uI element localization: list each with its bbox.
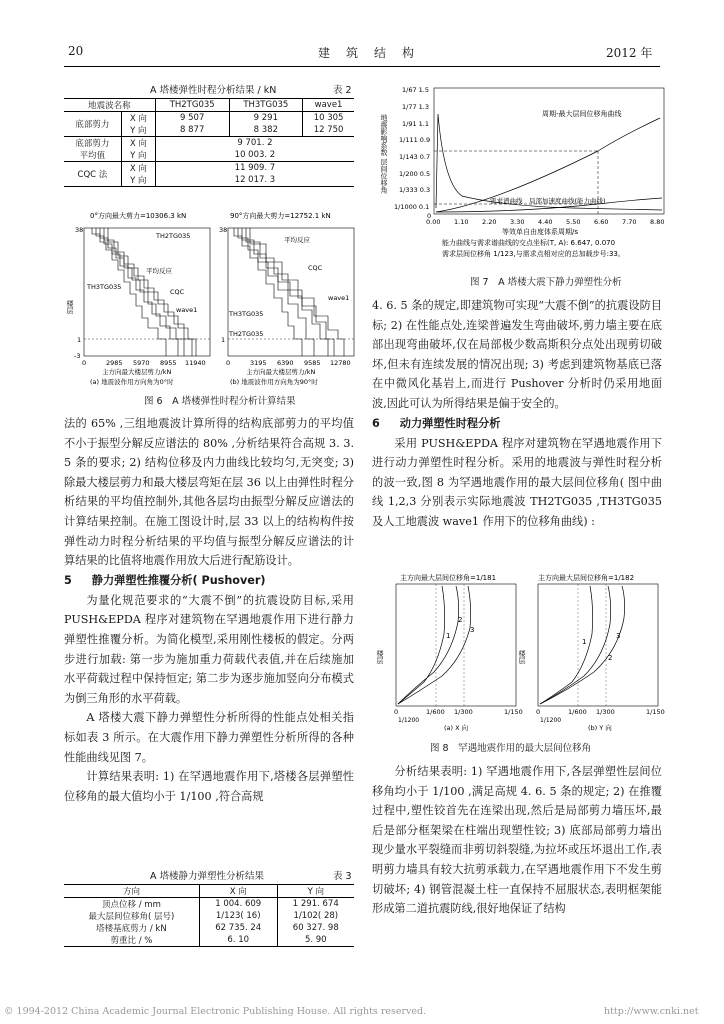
year: 2012 年	[606, 46, 653, 60]
fig6-left-xlabel: 主方向最大楼层剪力/kN	[102, 368, 172, 376]
section-6-heading: 6 动力弹塑性时程分析	[372, 416, 501, 430]
fig6-ytick: 1	[77, 336, 82, 344]
svg-text:3: 3	[470, 626, 475, 634]
svg-text:0: 0	[394, 708, 399, 716]
fig6-chart	[62, 206, 358, 386]
fig6-right-xticks	[226, 359, 351, 367]
fig8-left-curves	[398, 586, 471, 704]
svg-text:2: 2	[608, 654, 613, 662]
fig6-ytick: 38	[75, 226, 84, 234]
svg-text:8955: 8955	[160, 359, 177, 367]
fig6-ytick: 1	[221, 336, 226, 344]
svg-text:1.10: 1.10	[454, 218, 469, 226]
table-row: Y 向 8 877 8 382 12 750	[64, 124, 354, 137]
fig6-left-title: 0°方向最大剪力=10306.3 kN	[90, 212, 187, 220]
table-row: 剪重比 / % 6. 10 5. 90	[64, 934, 354, 947]
paragraph: A 塔楼大震下静力弹塑性分析所得的性能点处相关指标如表 3 所示。在大震作用下静力弹塑性分析所得的各种性能曲线见图 7。	[64, 711, 354, 764]
svg-text:4.40: 4.40	[538, 218, 553, 226]
fig8-left-xticks	[394, 708, 523, 716]
svg-text:6.60: 6.60	[594, 218, 609, 226]
svg-text:3.30: 3.30	[510, 218, 525, 226]
fig7-demand-curve	[436, 114, 662, 210]
fig6-ylabel: 楼层	[66, 300, 74, 314]
svg-text:CQC: CQC	[170, 288, 185, 296]
svg-text:3195: 3195	[250, 359, 267, 367]
fig6-left-sub: (a) 地震波作用方向角为0°时	[90, 378, 174, 386]
table-row: 底部剪力 X 向 9 701. 2	[64, 137, 354, 150]
svg-text:7.70: 7.70	[622, 218, 637, 226]
svg-text:1/150: 1/150	[646, 708, 665, 716]
fig8-left-title: 主方向最大层间位移角=1/181	[400, 574, 497, 582]
fig8-right-xticks	[536, 708, 665, 716]
page-number: 20	[68, 44, 84, 58]
svg-text:3: 3	[616, 632, 621, 640]
fig6-right-title: 90°方向最大剪力=12752.1 kN	[230, 212, 331, 220]
svg-text:1/300: 1/300	[454, 708, 473, 716]
table2-head: wave1	[303, 99, 354, 112]
paragraph: 法的 65% ,三组地震波计算所得的结构底部剪力的平均值不小于振型分解反应谱法的 80% ,分析结果符合高规 3. 3. 5 条的要求; 2) 结构位移及内力曲线比较均匀,无突变; 3) 除最大楼层剪力和最大楼层弯矩在层 36 以上由弹性时程分析结果的平均值控制外,其他各层均由振型分解反应谱法的计算结果控制。在施工图设计时,层 33 以上的结构构件按弹性动力时程分析结果的平均值与振型分解反应谱法的计算结果的比值将地震作用放大后进行配筋设计。	[64, 417, 354, 568]
table2	[64, 98, 354, 187]
fig6-caption: 图 6 A 塔楼弹性时程分析计算结果	[144, 396, 296, 407]
svg-text:1/300: 1/300	[596, 708, 615, 716]
fig7-curve1: 周期-最大层间位移角曲线	[542, 110, 622, 118]
svg-text:2985: 2985	[106, 359, 123, 367]
fig7-curve2: 需求谱曲线 局部加速度曲线(能力曲线)	[490, 197, 606, 205]
table2-title: A 塔楼弹性时程分析结果 / kN	[150, 85, 277, 96]
fig6-ytick: -3	[74, 352, 81, 360]
table-row: 平均值 Y 向 10 003. 2	[64, 149, 354, 162]
table3	[64, 884, 354, 947]
svg-text:wave1: wave1	[328, 294, 350, 302]
cnki-link[interactable]: http://www.cnki.net	[604, 1006, 699, 1017]
table3-head: Y 向	[277, 885, 354, 898]
fig6-right-sub: (b) 地震波作用方向角为90°时	[230, 378, 318, 386]
fig8-right-title: 主方向最大层间位移角=1/182	[538, 574, 635, 582]
fig7-note2: 需求层间位移角 1/123,与需求点相对应的总加载步号:33。	[442, 250, 625, 258]
table3-head: 方向	[64, 885, 199, 898]
table-row: CQC 法 X 向 11 909. 7	[64, 162, 354, 175]
svg-text:2.20: 2.20	[482, 218, 497, 226]
table2-label: 表 2	[333, 85, 352, 96]
fig8-chart	[372, 572, 672, 732]
svg-text:TH3TG035: TH3TG035	[229, 310, 264, 318]
table3-title: A 塔楼静力弹塑性分析结果	[150, 871, 265, 882]
table2-head: TH2TG035	[155, 99, 229, 112]
fig7-chart	[372, 84, 672, 270]
svg-text:0.00: 0.00	[426, 218, 441, 226]
svg-text:11940: 11940	[185, 359, 206, 367]
svg-text:0: 0	[427, 212, 432, 220]
svg-text:5970: 5970	[133, 359, 150, 367]
fig8-right-frame	[538, 584, 658, 706]
svg-text:9585: 9585	[304, 359, 321, 367]
section-5-heading: 5 静力弹塑性推覆分析( Pushover)	[64, 573, 266, 587]
table3-head: X 向	[199, 885, 277, 898]
paragraph: 4. 6. 5 条的规定,即建筑物可实现“大震不倒”的抗震设防目标; 2) 在性能点处,连梁普遍发生弯曲破坏,剪力墙主要在底部出现弯曲破坏,仅在局部极少数高斯积分点处出现剪切破坏,但未有连续发展的情况出现; 3) 考虑到建筑物基底已落在中微风化基岩上,而进行 Pushover 分析时仍采用地面波,因此可认为所得结果是偏于安全的。	[372, 299, 662, 410]
fig6-ytick: 38	[219, 226, 228, 234]
svg-text:1/200 0.5: 1/200 0.5	[399, 170, 431, 178]
fig8-left-frame	[396, 584, 516, 706]
svg-text:1/600: 1/600	[568, 708, 587, 716]
svg-text:1/1000 0.1: 1/1000 0.1	[394, 203, 430, 211]
svg-text:平均反应: 平均反应	[146, 267, 172, 275]
fig8-caption: 图 8 罕遇地震作用的最大层间位移角	[430, 743, 592, 754]
fig7-xlabel: 等效单自由度体系周期/s	[502, 228, 579, 236]
svg-text:1: 1	[446, 632, 451, 640]
svg-text:0: 0	[82, 359, 87, 367]
fig8-right-curve-labels	[582, 632, 620, 662]
table-row: 塔楼基底剪力 / kN 62 735. 24 60 327. 98	[64, 922, 354, 934]
svg-text:wave1: wave1	[176, 306, 198, 314]
svg-text:5.50: 5.50	[566, 218, 581, 226]
fig8-ylabel: 楼层	[376, 650, 384, 664]
svg-text:TH2TG035: TH2TG035	[156, 232, 191, 240]
svg-text:1/77 1.3: 1/77 1.3	[402, 103, 429, 111]
right-column-text	[372, 296, 662, 532]
svg-text:8.80: 8.80	[650, 218, 665, 226]
table-row: 顶点位移 / mm 1 004. 609 1 291. 674	[64, 898, 354, 911]
fig6-right-xlabel: 主方向最大楼层剪力/kN	[246, 368, 316, 376]
svg-text:2: 2	[458, 616, 463, 624]
svg-text:TH3TG035: TH3TG035	[87, 283, 122, 291]
fig6-left-xticks	[82, 359, 206, 367]
right-column-text-2	[372, 762, 662, 919]
fig7-yticks	[394, 86, 431, 220]
table-row: 底部剪力 X 向 9 507 9 291 10 305	[64, 112, 354, 125]
fig8-right-xsub: 1/1200	[540, 717, 562, 724]
table-row: 最大层间位移角( 层号) 1/123( 16) 1/102( 28)	[64, 910, 354, 922]
svg-text:1/600: 1/600	[426, 708, 445, 716]
paragraph: 为量化规范要求的“大震不倒”的抗震设防目标,采用 PUSH&EPDA 程序对建筑物在罕遇地震作用下进行静力弹塑性推覆分析。为简化模型,采用刚性楼板的假定。分两步进行加载: 第一步为施加重力荷载代表值,并在后续施加水平荷载过程中保持恒定; 第二步为逐步施加竖向分布模式为倒三角形的水平荷载。	[64, 593, 354, 705]
fig7-ylabel: 地震影响系数 层间位移角	[380, 114, 388, 194]
fig6-right-labels	[228, 235, 349, 338]
svg-text:1/67 1.5: 1/67 1.5	[402, 86, 429, 94]
left-column-text	[64, 414, 354, 806]
paragraph: 分析结果表明: 1) 罕遇地震作用下,各层弹塑性层间位移角均小于 1/100 ,满足高规 4. 6. 5 条的规定; 2) 在推覆过程中,塑性铰首先在连梁出现,然后是局部剪力墙压坏,最后是部分框架梁在柱端出现塑性铰; 3) 底部局部剪力墙出现少量水平裂缝而非剪切斜裂缝,为拉坏或压坏退出工作,表明剪力墙具有较大抗剪承载力,在罕遇地震作用下不发生剪切破坏; 4) 钢管混凝土柱一直保持不屈服状态,表明框架能形成第二道抗震防线,很好地保证了结构	[372, 765, 662, 916]
svg-text:6390: 6390	[277, 359, 294, 367]
paragraph: 计算结果表明: 1) 在罕遇地震作用下,塔楼各层弹塑性位移角的最大值均小于 1/100 ,符合高规	[64, 770, 354, 803]
fig8-right-sub: (b) Y 向	[588, 724, 612, 732]
fig7-note1: 能力曲线与需求谱曲线的交点坐标(T, A): 6.647, 0.070	[442, 239, 616, 247]
table3-label: 表 3	[333, 871, 352, 882]
svg-text:1/91 1.1: 1/91 1.1	[402, 120, 429, 128]
table-row: Y 向 12 017. 3	[64, 174, 354, 187]
fig7-caption: 图 7 A 塔楼大震下静力弹塑性分析	[470, 277, 622, 288]
header-rule	[64, 66, 660, 67]
paragraph: 采用 PUSH&EPDA 程序对建筑物在罕遇地震作用下进行动力弹塑性时程分析。采用的地震波与弹性时程分析的波一致,图 8 为罕遇地震作用的最大层间位移角( 图中曲线 1,2,3 分别表示实际地震波 TH2TG035 ,TH3TG035 及人工地震波 wave1 作用下的位移角曲线) :	[372, 436, 662, 528]
copyright: © 1994-2012 China Academic Journal Electronic Publishing House. All rights reserved.	[4, 1006, 427, 1017]
svg-text:平均反应: 平均反应	[284, 236, 310, 244]
svg-text:CQC: CQC	[308, 264, 323, 272]
fig8-left-sub: (a) X 向	[444, 724, 469, 732]
svg-text:1/111 0.9: 1/111 0.9	[399, 136, 431, 144]
fig6-left-labels	[86, 232, 197, 314]
journal-name: 建 筑 结 构	[318, 46, 417, 60]
table2-head: TH3TG035	[229, 99, 303, 112]
fig7-xticks	[426, 218, 664, 226]
svg-text:1/150: 1/150	[504, 708, 523, 716]
svg-text:0: 0	[536, 708, 541, 716]
svg-text:TH2TG035: TH2TG035	[229, 330, 264, 338]
table2-head: 地震波名称	[64, 99, 155, 112]
svg-text:1: 1	[582, 638, 587, 646]
fig8-left-xsub: 1/1200	[398, 717, 420, 724]
svg-text:1/143 0.7: 1/143 0.7	[399, 153, 431, 161]
fig8-ylabel: 楼层	[518, 650, 526, 664]
svg-text:12780: 12780	[330, 359, 351, 367]
svg-text:0: 0	[226, 359, 231, 367]
svg-text:1/333 0.3: 1/333 0.3	[399, 186, 431, 194]
